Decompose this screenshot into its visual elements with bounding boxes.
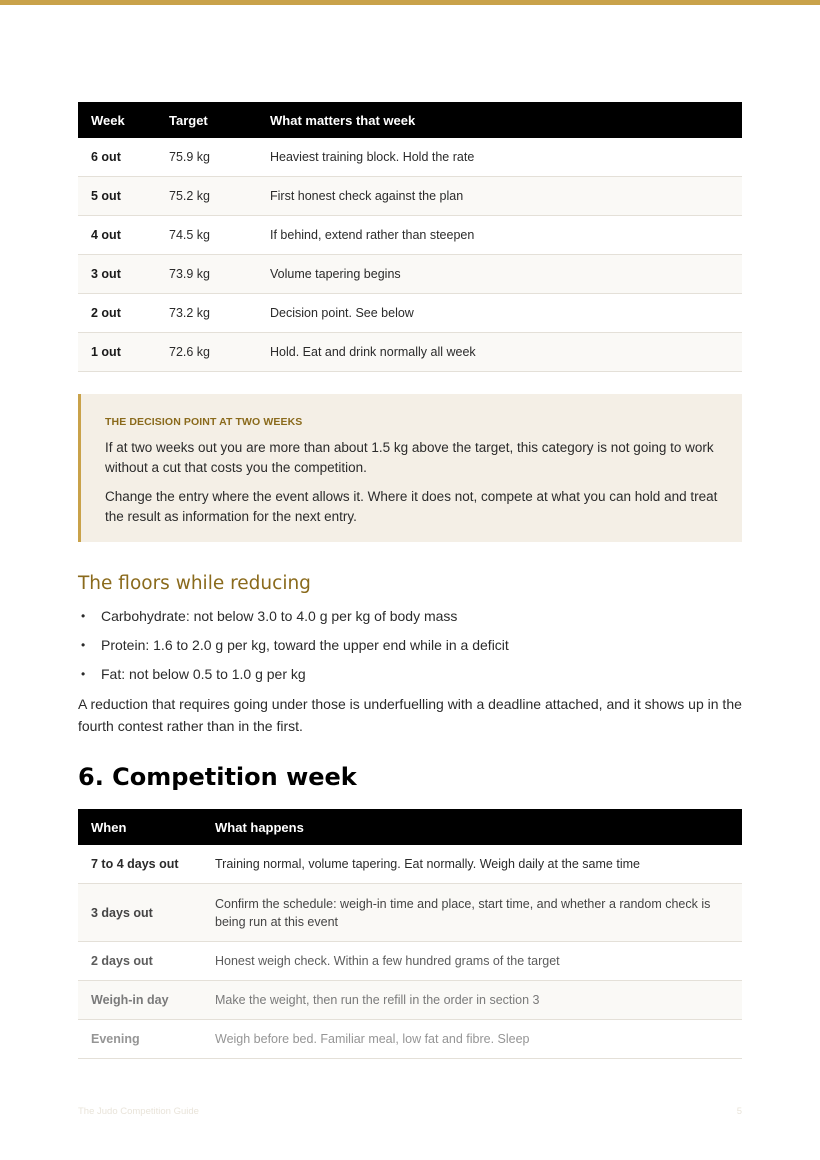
page-number: 5 xyxy=(736,1106,742,1117)
column-header-what-matters: What matters that week xyxy=(257,102,742,138)
table-header-row xyxy=(78,809,742,845)
note-cell: Heaviest training block. Hold the rate xyxy=(257,138,742,177)
what-happens-cell: Make the weight, then run the refill in the order in section 3 xyxy=(202,981,742,1020)
competition-week-table xyxy=(78,809,742,1059)
list-item-text: Carbohydrate: not below 3.0 to 4.0 g per kg of body mass xyxy=(101,608,458,624)
note-cell: If behind, extend rather than steepen xyxy=(257,216,742,255)
table-row xyxy=(78,845,742,884)
table-row xyxy=(78,138,742,177)
floors-heading: The floors while reducing xyxy=(78,573,311,594)
table-row xyxy=(78,294,742,333)
table-row xyxy=(78,333,742,372)
column-header-week: Week xyxy=(78,102,156,138)
list-item xyxy=(78,631,742,660)
footer-title: The Judo Competition Guide xyxy=(78,1106,199,1117)
callout-paragraph: Change the entry where the event allows it. Where it does not, compete at what you can hold and treat the result as information for the next entry. xyxy=(105,489,718,524)
table-row xyxy=(78,942,742,981)
table-row xyxy=(78,981,742,1020)
decision-point-callout xyxy=(78,394,742,542)
table-header-row xyxy=(78,102,742,138)
when-cell: 7 to 4 days out xyxy=(78,845,202,884)
section-heading: 6. Competition week xyxy=(78,763,357,791)
target-cell: 75.2 kg xyxy=(156,177,257,216)
page-footer xyxy=(78,1106,742,1117)
when-cell: 2 days out xyxy=(78,942,202,981)
when-cell: Weigh-in day xyxy=(78,981,202,1020)
column-header-target: Target xyxy=(156,102,257,138)
table-row xyxy=(78,255,742,294)
bullet-icon: • xyxy=(81,638,86,652)
list-item-text: Protein: 1.6 to 2.0 g per kg, toward the upper end while in a deficit xyxy=(101,637,509,653)
what-happens-cell: Weigh before bed. Familiar meal, low fat and fibre. Sleep xyxy=(202,1020,742,1059)
week-cell: 5 out xyxy=(78,177,156,216)
top-accent-bar xyxy=(0,0,820,5)
what-happens-cell: Honest weigh check. Within a few hundred grams of the target xyxy=(202,942,742,981)
what-happens-cell: Training normal, volume tapering. Eat normally. Weigh daily at the same time xyxy=(202,845,742,884)
list-item xyxy=(78,602,742,631)
note-cell: Volume tapering begins xyxy=(257,255,742,294)
when-cell: 3 days out xyxy=(78,884,202,942)
when-cell: Evening xyxy=(78,1020,202,1059)
callout-paragraph: If at two weeks out you are more than about 1.5 kg above the target, this category is not going to work without a cut that costs you the competition. xyxy=(105,440,714,475)
week-cell: 6 out xyxy=(78,138,156,177)
column-header-what-happens: What happens xyxy=(202,809,742,845)
floors-paragraph: A reduction that requires going under those is underfuelling with a deadline attached, and it shows up in the fourth contest rather than in the first. xyxy=(78,696,742,734)
page-content xyxy=(78,102,742,1059)
weight-targets-table xyxy=(78,102,742,372)
bullet-icon: • xyxy=(81,667,86,681)
callout-title: THE DECISION POINT AT TWO WEEKS xyxy=(105,416,303,428)
what-happens-cell: Confirm the schedule: weigh-in time and place, start time, and whether a random check is being run at this event xyxy=(202,884,742,942)
target-cell: 73.2 kg xyxy=(156,294,257,333)
bullet-icon: • xyxy=(81,609,86,623)
table-row xyxy=(78,216,742,255)
table-row xyxy=(78,1020,742,1059)
table-row xyxy=(78,177,742,216)
week-cell: 2 out xyxy=(78,294,156,333)
list-item-text: Fat: not below 0.5 to 1.0 g per kg xyxy=(101,666,306,682)
week-cell: 4 out xyxy=(78,216,156,255)
target-cell: 75.9 kg xyxy=(156,138,257,177)
week-cell: 3 out xyxy=(78,255,156,294)
floors-list xyxy=(78,602,742,689)
target-cell: 74.5 kg xyxy=(156,216,257,255)
note-cell: Hold. Eat and drink normally all week xyxy=(257,333,742,372)
note-cell: First honest check against the plan xyxy=(257,177,742,216)
note-cell: Decision point. See below xyxy=(257,294,742,333)
week-cell: 1 out xyxy=(78,333,156,372)
column-header-when: When xyxy=(78,809,202,845)
table-row xyxy=(78,884,742,942)
target-cell: 73.9 kg xyxy=(156,255,257,294)
list-item xyxy=(78,660,742,689)
target-cell: 72.6 kg xyxy=(156,333,257,372)
